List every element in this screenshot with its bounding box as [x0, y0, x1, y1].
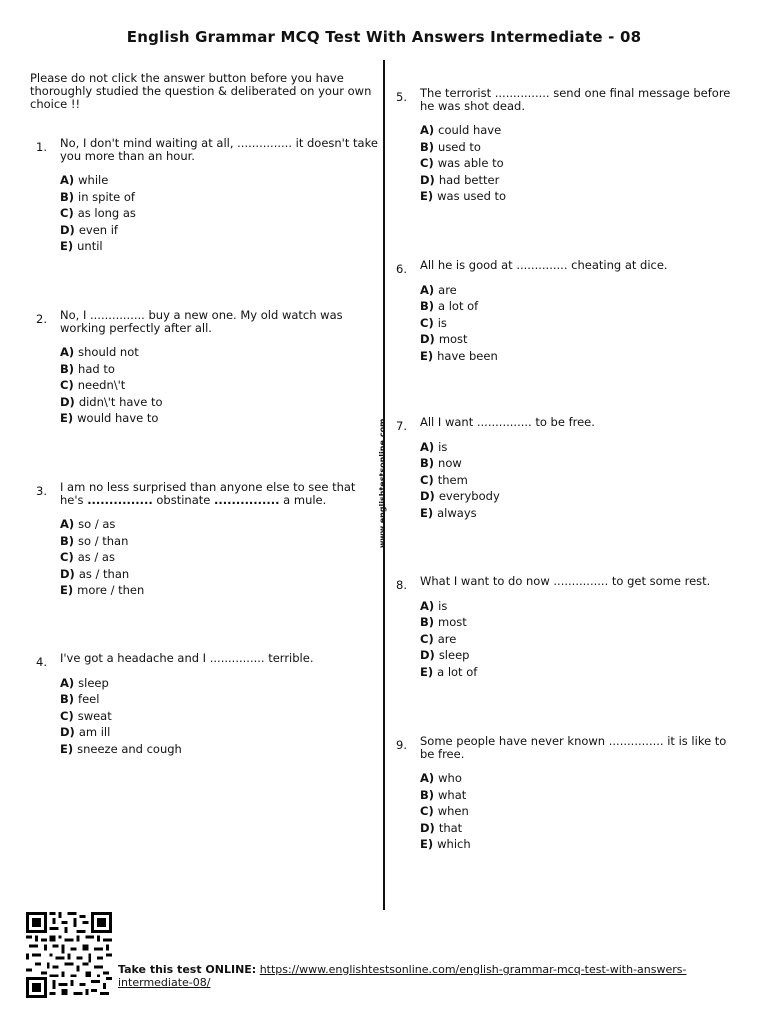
options-list — [420, 439, 740, 522]
option-d[interactable]: D) had better — [420, 172, 500, 187]
option-d[interactable]: D) as / than — [60, 566, 130, 581]
question-6 — [396, 258, 740, 364]
options-list — [60, 344, 380, 427]
option-e[interactable]: E) which — [420, 837, 471, 851]
question-number: 7. — [396, 419, 407, 433]
options-list — [420, 282, 740, 365]
option-e[interactable]: E) have been — [420, 348, 498, 363]
option-b[interactable]: B) what — [420, 787, 467, 802]
question-5 — [396, 86, 740, 205]
side-url-text: www.englishtestsonline.com — [378, 418, 387, 548]
option-a[interactable]: A) could have — [420, 123, 502, 137]
option-b[interactable]: B) used to — [420, 139, 481, 154]
option-d[interactable]: D) sleep — [420, 648, 470, 662]
option-a[interactable]: A) is — [420, 598, 448, 613]
option-d[interactable]: D) everybody — [420, 489, 500, 503]
question-1 — [36, 136, 380, 255]
option-b[interactable]: B) most — [420, 615, 467, 629]
option-c[interactable]: C) them — [420, 472, 468, 487]
question-number: 4. — [36, 655, 47, 669]
option-c[interactable]: C) as long as — [60, 206, 136, 220]
question-9 — [396, 734, 740, 853]
question-number: 8. — [396, 578, 407, 592]
page-title: English Grammar MCQ Test With Answers Intermediate - 08 — [126, 28, 642, 46]
question-text: The terrorist ............... send one final message before he was shot dead. — [420, 86, 731, 113]
footer — [118, 964, 718, 989]
option-e[interactable]: E) would have to — [60, 411, 159, 425]
question-8 — [396, 574, 740, 680]
question-text: Some people have never known ............... it is like to be free. — [420, 734, 727, 761]
blank-1: ............... — [87, 492, 153, 507]
option-a[interactable]: A) so / as — [60, 517, 116, 531]
option-c[interactable]: C) as / as — [60, 550, 115, 564]
question-text: No, I don't mind waiting at all, ............... it doesn't take you more than an hour. — [60, 136, 378, 163]
options-list — [60, 516, 380, 599]
option-b[interactable]: B) now — [420, 456, 462, 470]
question-number: 3. — [36, 484, 47, 498]
options-list — [420, 122, 740, 205]
options-list — [60, 172, 380, 255]
test-online-link[interactable]: https://www.englishtestsonline.com/english-grammar-mcq-test-with-answers-intermediate-08/ — [118, 963, 687, 989]
option-c[interactable]: C) needn\'t — [60, 378, 126, 392]
question-number: 6. — [396, 262, 407, 276]
option-d[interactable]: D) most — [420, 332, 468, 346]
question-3 — [36, 480, 380, 599]
option-e[interactable]: E) always — [420, 505, 477, 520]
question-4 — [36, 651, 380, 757]
options-list — [420, 598, 740, 681]
question-text: I've got a headache and I ............... terrible. — [60, 651, 314, 665]
question-text: All I want ............... to be free. — [420, 415, 595, 429]
blank-2: ............... — [213, 492, 280, 507]
option-a[interactable]: A) sleep — [60, 675, 109, 690]
option-e[interactable]: E) until — [60, 239, 103, 253]
question-text: No, I ............... buy a new one. My old watch was working perfectly after all. — [60, 308, 343, 335]
option-a[interactable]: A) is — [420, 439, 448, 454]
option-d[interactable]: D) even if — [60, 222, 118, 237]
question-text: All he is good at .............. cheating at dice. — [420, 258, 668, 272]
options-list — [420, 770, 740, 853]
option-b[interactable]: B) feel — [60, 692, 100, 706]
option-e[interactable]: E) was used to — [420, 189, 507, 203]
question-text: I am no less surprised than anyone else to see that he's ............... obstinate ............... a mule. — [60, 480, 356, 507]
intro-notice: Please do not click the answer button before you have thoroughly studied the question & deliberated on your own choice !! — [30, 71, 372, 111]
footer-label: Take this test ONLINE: — [118, 963, 257, 976]
option-c[interactable]: C) was able to — [420, 156, 504, 170]
question-number: 1. — [36, 140, 47, 154]
question-number: 5. — [396, 90, 407, 104]
option-c[interactable]: C) when — [420, 804, 469, 818]
option-d[interactable]: D) didn\'t have to — [60, 394, 163, 409]
question-2 — [36, 308, 380, 427]
option-a[interactable]: A) who — [420, 771, 462, 785]
option-d[interactable]: D) am ill — [60, 725, 111, 739]
option-d[interactable]: D) that — [420, 820, 463, 835]
question-number: 9. — [396, 738, 407, 752]
option-e[interactable]: E) sneeze and cough — [60, 741, 182, 756]
option-c[interactable]: C) is — [420, 315, 447, 330]
option-e[interactable]: E) a lot of — [420, 664, 478, 679]
question-number: 2. — [36, 312, 47, 326]
option-a[interactable]: A) are — [420, 282, 457, 297]
option-b[interactable]: B) in spite of — [60, 189, 135, 204]
option-b[interactable]: B) a lot of — [420, 299, 479, 313]
qr-code-icon[interactable] — [24, 912, 114, 998]
option-b[interactable]: B) so / than — [60, 533, 129, 548]
option-a[interactable]: A) should not — [60, 345, 139, 359]
option-b[interactable]: B) had to — [60, 361, 115, 376]
option-c[interactable]: C) are — [420, 631, 457, 646]
question-text: What I want to do now ............... to get some rest. — [420, 574, 711, 588]
option-e[interactable]: E) more / then — [60, 583, 145, 597]
option-a[interactable]: A) while — [60, 173, 109, 187]
option-c[interactable]: C) sweat — [60, 708, 112, 723]
options-list — [60, 675, 380, 758]
question-7 — [396, 415, 740, 521]
